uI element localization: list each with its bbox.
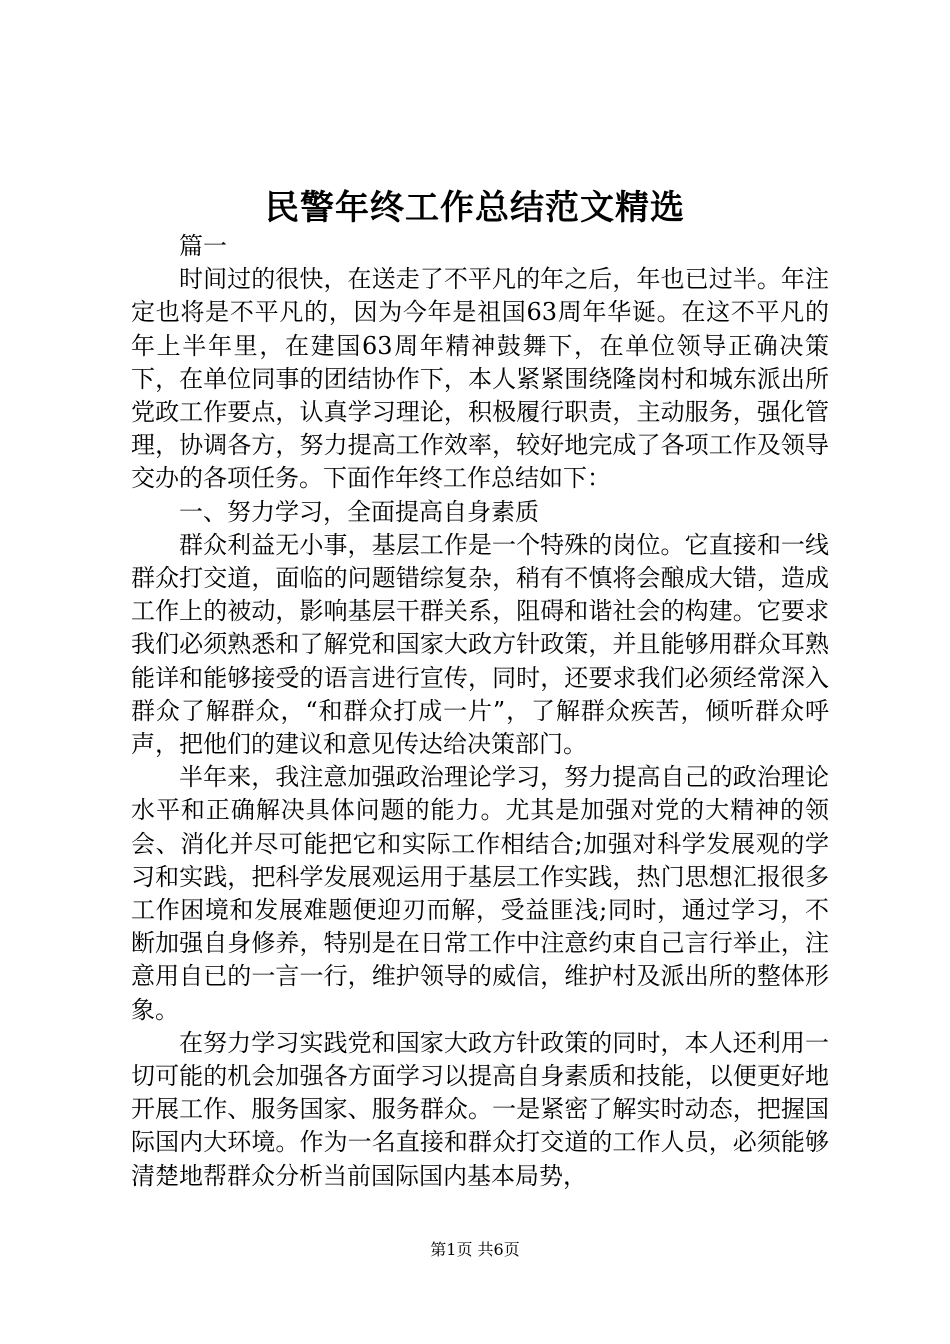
paragraph: 在努力学习实践党和国家大政方针政策的同时，本人还利用一切可能的机会加强各方面学习以提高自身素质和技能，以便更好地开展工作、服务国家、服务群众。一是紧密了解实时动态，把握国际国内大环境。作为一名直接和群众打交道的工作人员，必须能够清楚地帮群众分析当前国际国内基本局势，	[131, 1028, 829, 1190]
section-label: 篇一	[179, 232, 227, 260]
paragraph: 半年来，我注意加强政治理论学习，努力提高自己的政治理论水平和正确解决具体问题的能力。尤其是加强对党的大精神的领会、消化并尽可能把它和实际工作相结合;加强对科学发展观的学习和实践，把科学发展观运用于基层工作实践，热门思想汇报很多工作困境和发展难题便迎刃而解，受益匪浅;同时，通过学习，不断加强自身修养，特别是在日常工作中注意约束自己言行举止，注意用自已的一言一行，维护领导的威信，维护村及派出所的整体形象。	[131, 763, 829, 1024]
document-title: 民警年终工作总结范文精选	[265, 188, 685, 228]
page-footer: 第1页 共6页	[430, 1240, 520, 1259]
document-body	[131, 230, 829, 1193]
section-heading: 一、努力学习，全面提高自身素质	[179, 497, 539, 526]
paragraph: 群众利益无小事，基层工作是一个特殊的岗位。它直接和一线群众打交道，面临的问题错综复杂，稍有不慎将会酿成大错，造成工作上的被动，影响基层干群关系，阻碍和谐社会的构建。它要求我们必须熟悉和了解党和国家大政方针政策，并且能够用群众耳熟能详和能够接受的语言进行宣传，同时，还要求我们必须经常深入群众了解群众，“和群众打成一片”，了解群众疾苦，倾听群众呼声，把他们的建议和意见传达给决策部门。	[131, 530, 829, 759]
paragraph: 时间过的很快，在送走了不平凡的年之后，年也已过半。年注定也将是不平凡的，因为今年是祖国63周年华诞。在这不平凡的年上半年里，在建国63周年精神鼓舞下，在单位领导正确决策下，在单位同事的团结协作下，本人紧紧围绕隆岗村和城东派出所党政工作要点，认真学习理论，积极履行职责，主动服务，强化管理，协调各方，努力提高工作效率，较好地完成了各项工作及领导交办的各项任务。下面作年终工作总结如下：	[131, 265, 829, 493]
